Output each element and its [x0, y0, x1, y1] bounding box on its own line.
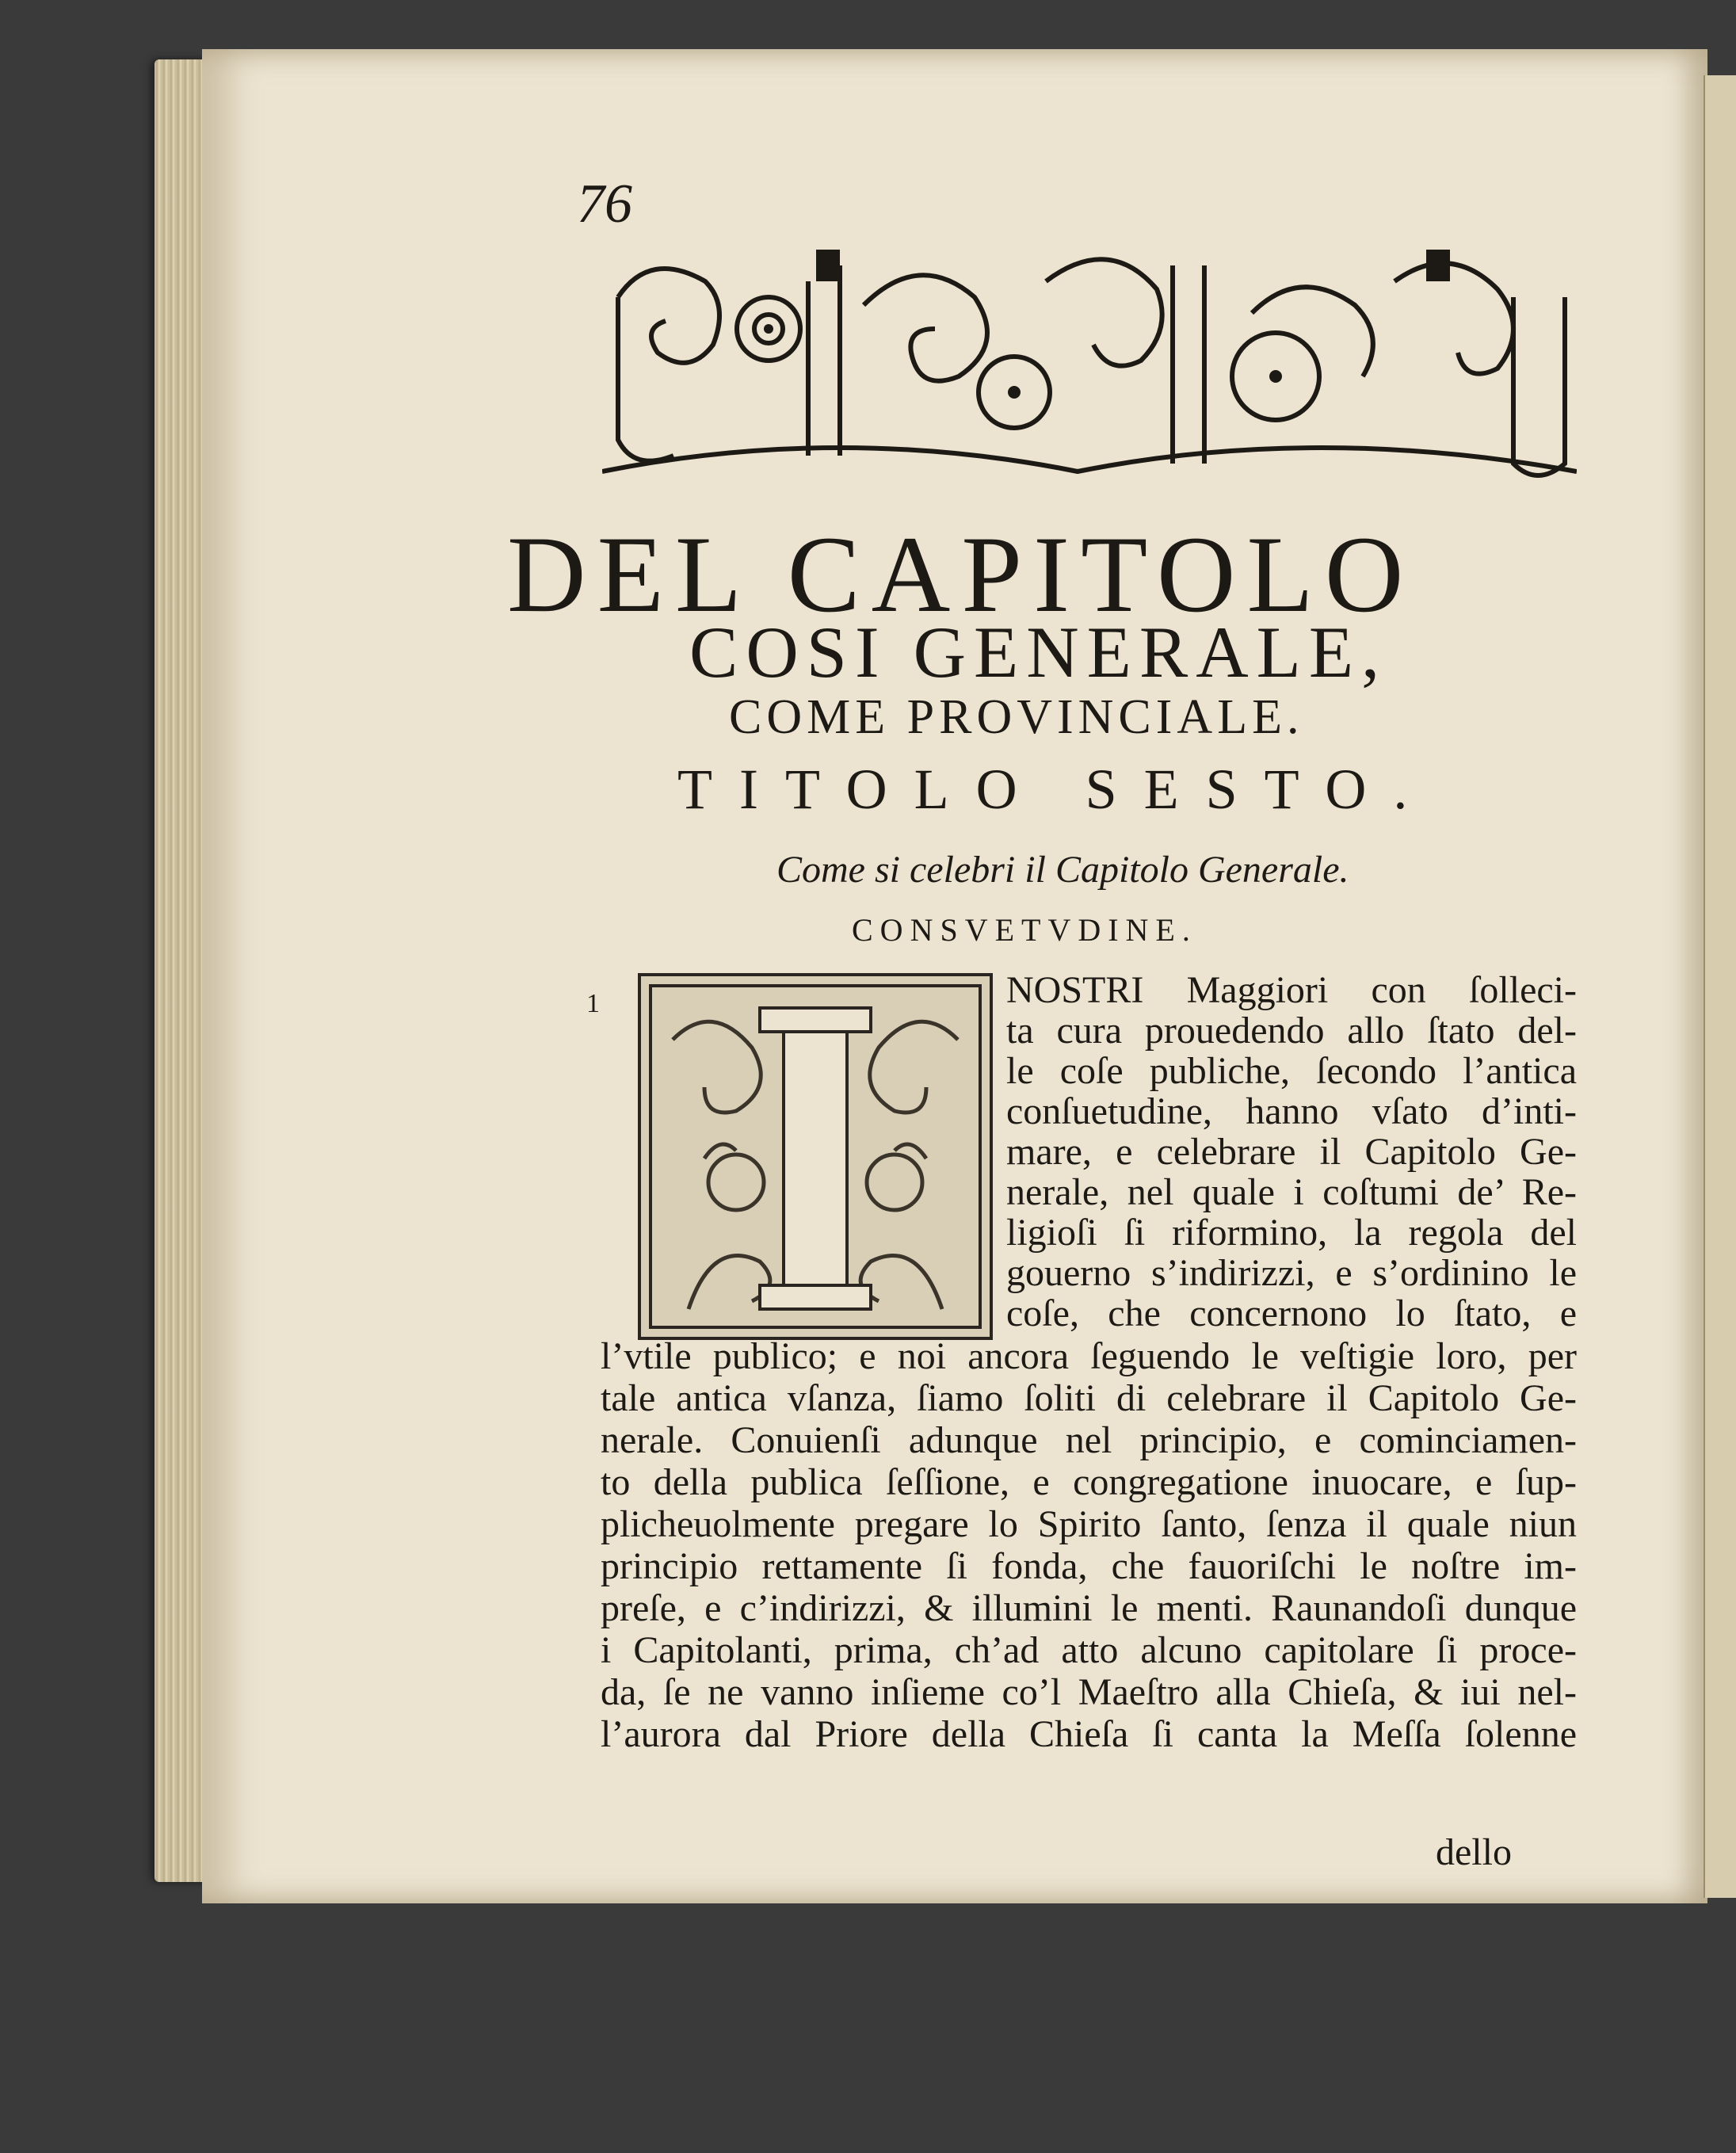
body-line: conſuetudine, hanno vſato d’inti- — [1006, 1090, 1577, 1132]
body-line: NOSTRI Maggiori con ſolleci- — [1006, 969, 1577, 1011]
page-number: 76 — [577, 174, 632, 235]
body-line: gouerno s’indirizzi, e s’ordinino le — [1006, 1252, 1577, 1294]
body-line: to della publica ſeſſione, e congregatione inuocare, e ſup- — [601, 1461, 1577, 1503]
body-line: l’vtile publico; e noi ancora ſeguendo le veſtigie loro, per — [601, 1335, 1577, 1377]
chapter-subtitle: Come si celebri il Capitolo Generale. — [776, 849, 1349, 891]
body-line: ta cura prouedendo allo ſtato del- — [1006, 1010, 1577, 1052]
body-line: preſe, e c’indirizzi, & illumini le menti. Raunandoſi dunque — [601, 1587, 1577, 1629]
margin-number: 1 — [586, 989, 600, 1018]
body-line: mare, e celebrare il Capitolo Ge- — [1006, 1131, 1577, 1173]
title-line-3: COME PROVINCIALE. — [729, 690, 1304, 744]
body-line: ligioſi ſi riformino, la regola del — [1006, 1212, 1577, 1254]
body-line: da, ſe ne vanno inſieme co’l Maeſtro alla Chieſa, & iui nel- — [601, 1671, 1577, 1713]
decorated-initial — [638, 973, 993, 1340]
body-line: l’aurora dal Priore della Chieſa ſi canta la Meſſa ſolenne — [601, 1713, 1577, 1755]
body-line: principio rettamente ſi fonda, che fauoriſchi le noſtre im- — [601, 1545, 1577, 1587]
facing-page-edge — [1704, 75, 1736, 1898]
body-line: coſe, che concernono lo ſtato, e — [1006, 1292, 1577, 1334]
title-line-4: TITOLO SESTO. — [677, 758, 1435, 821]
ornamental-headpiece — [602, 234, 1577, 495]
body-line: plicheuolmente pregare lo Spirito ſanto, ſenza il quale niun — [601, 1503, 1577, 1545]
body-line: tale antica vſanza, ſiamo ſoliti di celebrare il Capitolo Ge- — [601, 1377, 1577, 1419]
title-line-1: DEL CAPITOLO — [507, 513, 1415, 635]
body-line: nerale. Conuienſi adunque nel principio, e cominciamen- — [601, 1419, 1577, 1461]
drop-cap-letter: I — [814, 1033, 817, 1042]
body-line: i Capitolanti, prima, ch’ad atto alcuno capitolare ſi proce- — [601, 1629, 1577, 1671]
catchword: dello — [1436, 1831, 1512, 1873]
body-line: nerale, nel quale i coſtumi de’ Re- — [1006, 1171, 1577, 1213]
title-line-2: COSI GENERALE, — [689, 612, 1388, 693]
section-heading: CONSVETVDINE. — [852, 912, 1197, 948]
body-line: le coſe publiche, ſecondo l’antica — [1006, 1050, 1577, 1092]
